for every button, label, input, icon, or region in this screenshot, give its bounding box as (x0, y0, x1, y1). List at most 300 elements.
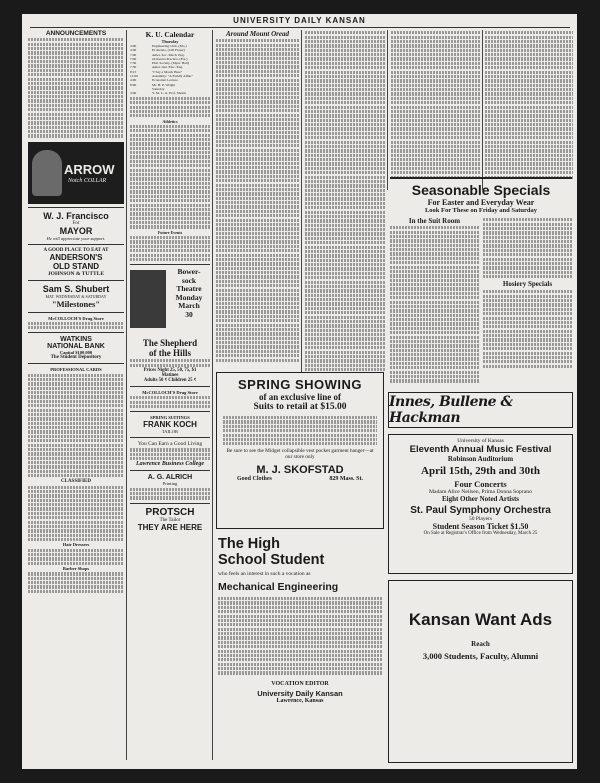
text-line (305, 324, 385, 327)
text-line (390, 274, 479, 277)
text-line (216, 236, 299, 239)
seasonable-title: Seasonable Specials (411, 182, 551, 198)
shepherd-2: of the Hills (149, 348, 191, 359)
text-line (305, 154, 385, 157)
music-concerts: Four Concerts (454, 479, 507, 489)
text-line (216, 192, 299, 195)
text-line (485, 49, 573, 52)
text-line (216, 302, 299, 305)
want-title: Kansan Want Ads (408, 610, 553, 629)
text-line (485, 79, 573, 82)
watkins-2: NATIONAL BANK (47, 343, 105, 351)
text-line (483, 330, 572, 333)
text-line (305, 114, 385, 117)
text-line (305, 180, 385, 183)
text-line (390, 252, 479, 255)
text-line (305, 79, 385, 82)
text-line (305, 149, 385, 152)
athletics-heading: Athletics (162, 118, 178, 124)
text-line (390, 231, 479, 234)
text-line (305, 302, 385, 305)
watkins-1: WATKINS (60, 336, 92, 344)
skofstad-address: 829 Mass. St. (329, 476, 363, 483)
text-line (485, 66, 573, 69)
text-line (216, 170, 299, 173)
text-line (305, 254, 385, 257)
suit-room: In the Suit Room (408, 217, 461, 225)
calendar-event: Economic Lecture (152, 78, 178, 83)
text-line (390, 340, 479, 343)
text-line (485, 53, 573, 56)
text-line (216, 57, 299, 60)
text-line (216, 44, 299, 47)
calendar-event: Amer. Inst. Elec. Eng. (152, 65, 184, 70)
theatre-photo (130, 270, 166, 328)
text-line (390, 257, 479, 260)
text-line (305, 272, 385, 275)
text-line (390, 226, 479, 229)
text-line (305, 241, 385, 244)
text-line (483, 231, 572, 234)
text-line (305, 119, 385, 122)
text-line (391, 36, 480, 39)
music-ticket: Student Season Ticket $1.50 (432, 522, 529, 531)
text-line (216, 271, 299, 274)
text-line (305, 333, 385, 336)
bowersock-6: 30 (185, 309, 193, 319)
calendar-event: Orchestra Practice. (Fra.) (152, 56, 188, 61)
text-line (391, 171, 480, 174)
text-line (216, 87, 299, 90)
text-line (305, 211, 385, 214)
bowersock-ad (130, 268, 210, 338)
matinee: Matinee (161, 373, 179, 378)
calendar-time: 7:30 (130, 61, 137, 66)
music-eight: Eight Other Noted Artists (441, 495, 520, 503)
music-univ: University of Kansas (457, 438, 504, 444)
text-line (216, 39, 299, 42)
protsch: PROTSCH (145, 506, 195, 518)
text-line (216, 350, 299, 353)
text-line (216, 122, 299, 125)
text-line (216, 109, 299, 112)
can-earn: You Can Earn a Good Living (137, 441, 203, 448)
text-line (391, 158, 480, 161)
bowersock-1: Bower- (177, 267, 201, 277)
the-tailor: The Tailor (159, 517, 181, 523)
innes-logo (388, 392, 573, 428)
text-line (305, 145, 385, 148)
text-line (483, 271, 572, 274)
calendar-time: 7:00 (130, 52, 137, 57)
text-line (391, 101, 480, 104)
spring-showing-ad (216, 372, 384, 529)
text-line (216, 258, 299, 261)
text-line (305, 197, 385, 200)
spring-line-2: Suits to retail at $15.00 (253, 402, 347, 412)
text-line (305, 53, 385, 56)
text-line (305, 62, 385, 65)
text-line (305, 136, 385, 139)
text-line (305, 311, 385, 314)
text-line (305, 44, 385, 47)
text-line (483, 303, 572, 306)
mccollochs-2: McCOLLOCH'S Drug Store (142, 390, 198, 395)
milestones: "Milestones" (51, 298, 101, 309)
around-title: Around Mount Oread (225, 30, 290, 38)
bowersock-5: March (178, 301, 200, 311)
old-stand: OLD STAND (52, 261, 100, 271)
text-line (485, 171, 573, 174)
text-line (483, 258, 572, 261)
text-line (305, 237, 385, 240)
francisco-note: He will appreciate your support. (46, 235, 106, 241)
text-line (390, 279, 479, 282)
text-line (483, 227, 572, 230)
text-line (305, 36, 385, 39)
prices: Prices Night 25, 50, 75, $1 (143, 368, 197, 373)
calendar-event: El Ateneo, (106 Fraser) (152, 48, 185, 53)
text-line (305, 355, 385, 358)
text-line (305, 368, 385, 371)
text-line (305, 176, 385, 179)
shubert-name: Sam S. Shubert (42, 283, 110, 294)
text-line (305, 40, 385, 43)
column-1 (28, 30, 124, 760)
text-line (390, 287, 479, 290)
classified-heading: CLASSIFIED (60, 479, 91, 485)
text-line (216, 219, 299, 222)
column-3 (216, 30, 299, 375)
text-line (390, 344, 479, 347)
text-line (216, 227, 299, 230)
text-line (485, 141, 573, 144)
printing: Printing (162, 481, 178, 487)
text-line (391, 44, 480, 47)
text-line (483, 360, 572, 363)
text-line (216, 197, 299, 200)
want-ads-box (388, 580, 573, 763)
text-line (483, 338, 572, 341)
text-line (305, 359, 385, 362)
text-line (390, 336, 479, 339)
bowersock-3: Theatre (176, 284, 202, 294)
text-line (216, 92, 299, 95)
text-line (305, 250, 385, 253)
text-line (391, 49, 480, 52)
text-line (391, 31, 480, 34)
text-line (305, 127, 385, 130)
text-line (391, 97, 480, 100)
text-line (390, 379, 479, 382)
text-line (305, 320, 385, 323)
text-line (483, 317, 572, 320)
text-line (391, 119, 480, 122)
text-line (305, 232, 385, 235)
calendar-time: 11:00 (130, 74, 138, 79)
text-line (305, 75, 385, 78)
text-line (483, 295, 572, 298)
text-line (305, 184, 385, 187)
portrait-image (32, 150, 62, 196)
text-line (483, 223, 572, 226)
text-line (390, 270, 479, 273)
text-line (483, 356, 572, 359)
text-line (216, 114, 299, 117)
text-line (305, 259, 385, 262)
masthead: UNIVERSITY DAILY KANSAN (233, 16, 366, 25)
text-line (216, 65, 299, 68)
tailor-label: TAILOR (161, 429, 179, 435)
text-line (390, 248, 479, 251)
alrich: A. G. ALRICH (147, 474, 193, 482)
music-stpaul: St. Paul Symphony Orchestra (410, 505, 551, 516)
text-line (216, 254, 299, 257)
skofstad-name: M. J. SKOFSTAD (256, 464, 344, 477)
text-line (485, 127, 573, 130)
text-line (483, 325, 572, 328)
text-line (216, 262, 299, 265)
text-line (216, 105, 299, 108)
text-line (485, 110, 573, 113)
calendar-event: Phil. Society. (Myer. Hall) (152, 61, 189, 66)
text-line (390, 375, 479, 378)
hs-line-2: School Student (218, 552, 325, 568)
text-line (390, 292, 479, 295)
text-line (390, 371, 479, 374)
want-audience: 3,000 Students, Faculty, Alumni (422, 651, 539, 661)
calendar-event: Y. M. C. A. Prof. Shrum (152, 91, 186, 96)
text-line (391, 79, 480, 82)
text-line (216, 354, 299, 357)
text-line (485, 167, 573, 170)
barber-shops: Barber Shops (62, 566, 90, 572)
seasonable-specials-ad (390, 177, 572, 387)
text-line (305, 285, 385, 288)
bowersock-4: Monday (175, 292, 203, 302)
column-5-text (391, 30, 480, 190)
text-line (483, 218, 572, 221)
column-rule (212, 30, 213, 760)
text-line (216, 245, 299, 248)
innes-name: Innes, Bullene & Hackman (389, 394, 513, 426)
text-line (485, 31, 573, 34)
text-line (216, 48, 299, 51)
text-line (216, 153, 299, 156)
text-line (305, 171, 385, 174)
text-line (216, 70, 299, 73)
text-line (216, 144, 299, 147)
arrow-collar-sub: Notch COLLAR (68, 177, 107, 184)
text-line (305, 202, 385, 205)
lawrence-college: Lawrence Business College (135, 461, 204, 468)
good-place: A GOOD PLACE TO EAT AT (43, 247, 109, 253)
text-line (305, 84, 385, 87)
text-line (390, 353, 479, 356)
text-line (305, 294, 385, 297)
calendar-event: Engineering Club, (Mo.) (152, 44, 187, 48)
text-line (216, 319, 299, 322)
shubert-line: MAT. WEDNESDAY & SATURDAY (45, 293, 107, 299)
column-rule (301, 30, 302, 388)
text-line (485, 136, 573, 139)
text-line (216, 135, 299, 138)
they-are-here: THEY ARE HERE (137, 522, 203, 532)
text-line (391, 71, 480, 74)
text-line (305, 141, 385, 144)
text-line (391, 162, 480, 165)
adults-children: Adults 50 ¢ Children 25 ¢ (143, 378, 197, 383)
text-line (216, 100, 299, 103)
text-line (483, 347, 572, 350)
text-line (216, 96, 299, 99)
text-line (216, 232, 299, 235)
text-line (216, 341, 299, 344)
newspaper-page (22, 14, 577, 769)
text-line (305, 101, 385, 104)
calendar-time: 7:30 (130, 65, 137, 70)
calendar-event: Amer. Soc. Mech. Eng. (152, 52, 185, 57)
bowersock-2: sock (181, 275, 197, 285)
frank-koch: FRANK KOCH (143, 420, 197, 430)
music-dates: April 15th, 29th and 30th (421, 465, 540, 477)
spring-line-3: Be sure to see the Midget collapsible vest pocket garment hanger—at our store only (226, 448, 374, 461)
calendar-event: "I Say a March Hare" (152, 69, 183, 74)
text-line (390, 366, 479, 369)
text-line (216, 131, 299, 134)
calendar-event: Assembly: "A Family Affair" (152, 74, 194, 79)
text-line (485, 84, 573, 87)
text-line (305, 281, 385, 284)
text-line (305, 267, 385, 270)
text-line (216, 293, 299, 296)
text-line (216, 315, 299, 318)
calendar-time: 8:00 (130, 82, 137, 87)
text-line (483, 334, 572, 337)
text-line (485, 114, 573, 117)
text-line (305, 342, 385, 345)
text-line (390, 331, 479, 334)
hosiery-specials: Hosiery Specials (502, 280, 553, 289)
spring-line-1: of an exclusive line of (259, 392, 341, 402)
text-line (391, 92, 480, 95)
text-line (305, 206, 385, 209)
music-title: Eleventh Annual Music Festival (409, 444, 552, 455)
text-line (216, 306, 299, 309)
text-line (391, 123, 480, 126)
text-line (216, 74, 299, 77)
text-line (391, 167, 480, 170)
text-line (305, 219, 385, 222)
text-line (485, 62, 573, 65)
calendar-time: 4:00 (130, 48, 137, 53)
text-line (391, 106, 480, 109)
calendar-list (130, 44, 210, 96)
text-line (483, 352, 572, 355)
text-line (216, 289, 299, 292)
text-line (485, 162, 573, 165)
text-line (483, 236, 572, 239)
hs-daily: University Daily Kansan (257, 688, 343, 698)
music-madam: Madam Alice Neilsen, Prima Donna Soprano (429, 489, 532, 495)
text-line (390, 266, 479, 269)
text-line (391, 145, 480, 148)
text-line (485, 97, 573, 100)
text-line (391, 132, 480, 135)
text-line (216, 205, 299, 208)
text-line (485, 119, 573, 122)
text-line (216, 345, 299, 348)
text-line (390, 239, 479, 242)
watkins-4: The Student Depository (50, 355, 102, 361)
text-line (391, 84, 480, 87)
text-line (391, 149, 480, 152)
johnson-tuttle: JOHNSON & TUTTLE (47, 270, 105, 277)
francisco-name: W. J. Francisco (43, 210, 109, 221)
text-line (305, 298, 385, 301)
shepherd-1: The Shepherd (142, 338, 198, 349)
calendar-item (130, 91, 210, 95)
text-line (485, 36, 573, 39)
text-line (305, 337, 385, 340)
text-line (305, 346, 385, 349)
text-line (216, 267, 299, 270)
text-line (305, 329, 385, 332)
text-line (305, 351, 385, 354)
text-line (216, 210, 299, 213)
text-line (216, 280, 299, 283)
text-line (216, 184, 299, 187)
text-line (483, 253, 572, 256)
text-line (216, 175, 299, 178)
text-line (485, 101, 573, 104)
text-line (390, 362, 479, 365)
text-line (390, 296, 479, 299)
want-reach: Reach (471, 640, 490, 648)
text-line (391, 136, 480, 139)
text-line (485, 123, 573, 126)
watkins-3: Capital $100,000 (59, 350, 93, 356)
text-line (390, 322, 479, 325)
text-line (483, 312, 572, 315)
skofstad-goods: Good Clothes (237, 476, 272, 483)
text-line (305, 123, 385, 126)
spring-title: SPRING SHOWING (237, 377, 362, 392)
text-line (391, 62, 480, 65)
text-line (390, 314, 479, 317)
text-line (390, 244, 479, 247)
calendar-day: Thursday (161, 39, 179, 44)
seasonable-subtitle-2: Look For These on Friday and Saturday (424, 207, 538, 214)
text-line (485, 88, 573, 91)
music-sale: On Sale at Registrar's Office from Wednesday, March 25 (423, 531, 538, 536)
text-line (391, 57, 480, 60)
text-line (391, 154, 480, 157)
text-line (390, 235, 479, 238)
hs-line-3: who feels an interest in such a vocation as (218, 571, 311, 577)
text-line (483, 240, 572, 243)
text-line (391, 141, 480, 144)
text-line (305, 167, 385, 170)
text-line (485, 40, 573, 43)
arrow-collar-ad (28, 142, 124, 204)
text-line (485, 154, 573, 157)
text-line (216, 201, 299, 204)
vocation-editor: VOCATION EDITOR (271, 680, 329, 687)
andersons: ANDERSON'S (49, 252, 103, 262)
text-line (391, 110, 480, 113)
text-line (485, 106, 573, 109)
